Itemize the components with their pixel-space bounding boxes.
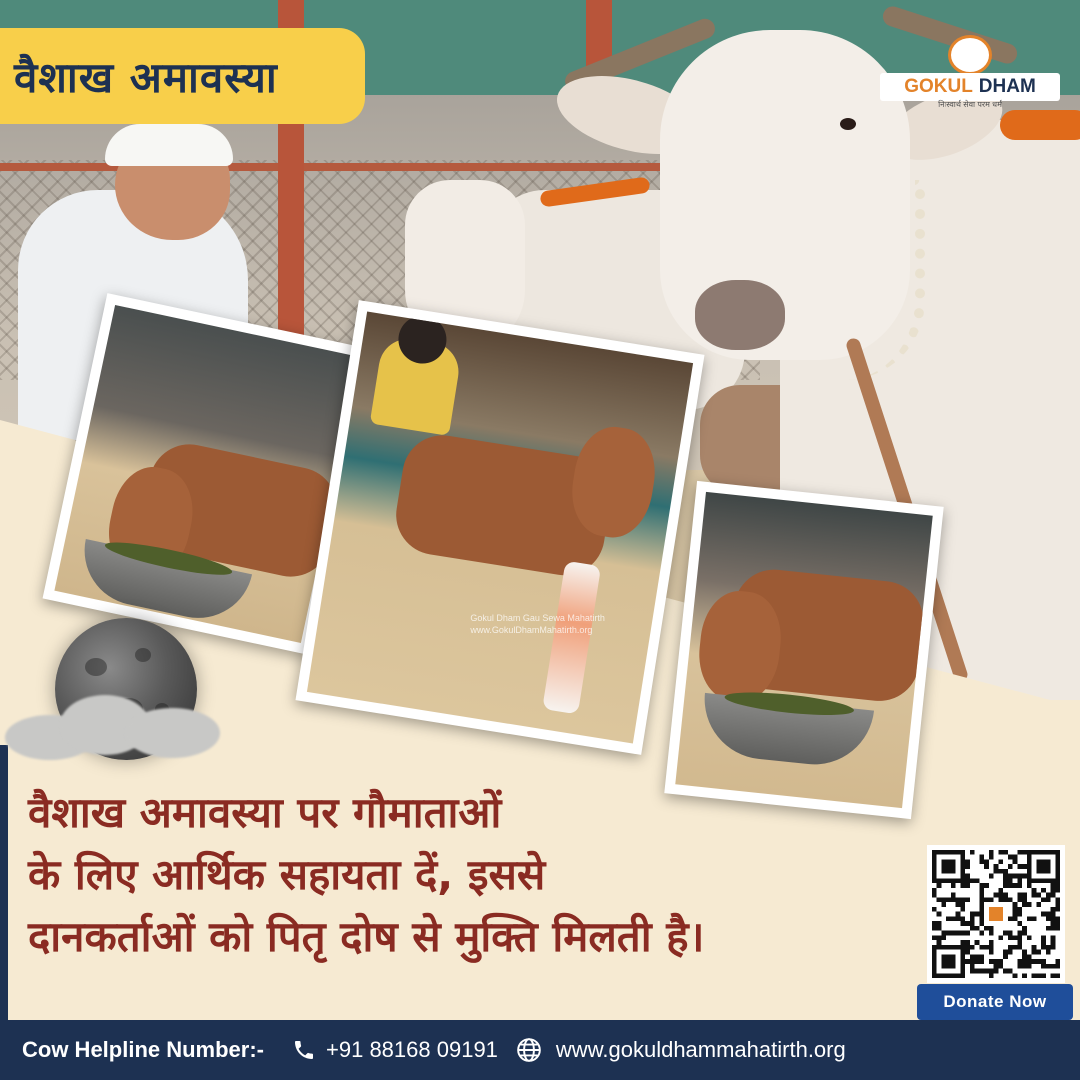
headline-line-2: के लिए आर्थिक सहायता दें, इससे: [28, 850, 546, 899]
marigold-garland: [1000, 110, 1080, 140]
photo-card-calf-treatment: [295, 300, 704, 755]
title-text: वैशाख अमावस्या: [14, 52, 278, 102]
left-accent-stripe: [0, 745, 8, 1020]
logo-wordmark: [880, 73, 1060, 101]
logo-word-gokul: GOKUL: [904, 76, 973, 97]
title-badge: [0, 28, 365, 124]
leg-bandage: [542, 561, 601, 715]
headline-line-1: वैशाख अमावस्या पर गौमाताओं: [28, 788, 502, 837]
helpline-label: Cow Helpline Number:-: [22, 1037, 265, 1062]
photo-card-calf-feeding: [664, 481, 943, 819]
cow-nose: [695, 280, 785, 350]
helpline-phone-link[interactable]: +91 88168 09191: [326, 1037, 498, 1062]
qr-code-icon[interactable]: [927, 845, 1065, 983]
footer-bar: [0, 1020, 1080, 1080]
man-cap: [105, 124, 233, 166]
cloud-icon: [5, 690, 235, 760]
globe-icon: [516, 1037, 542, 1063]
logo-emblem-icon: [948, 35, 992, 75]
logo-word-dham: DHAM: [978, 76, 1036, 97]
gokul-dham-logo: [880, 35, 1060, 109]
cow-eye: [840, 118, 856, 130]
headline-line-3: दानकर्ताओं को पितृ दोष से मुक्ति मिलती है।: [28, 912, 705, 961]
donate-now-button[interactable]: Donate Now: [917, 984, 1073, 1020]
logo-tagline: निःस्वार्थ सेवा परम धर्म: [938, 100, 1002, 109]
phone-icon: [292, 1038, 316, 1062]
website-link[interactable]: www.gokuldhammahatirth.org: [555, 1037, 846, 1062]
watermark-line-1: Gokul Dham Gau Sewa Mahatirth: [470, 613, 605, 624]
watermark-line-2: www.GokulDhamMahatirth.org: [470, 625, 593, 636]
photo-watermark: [470, 612, 605, 636]
main-headline: [28, 782, 908, 968]
